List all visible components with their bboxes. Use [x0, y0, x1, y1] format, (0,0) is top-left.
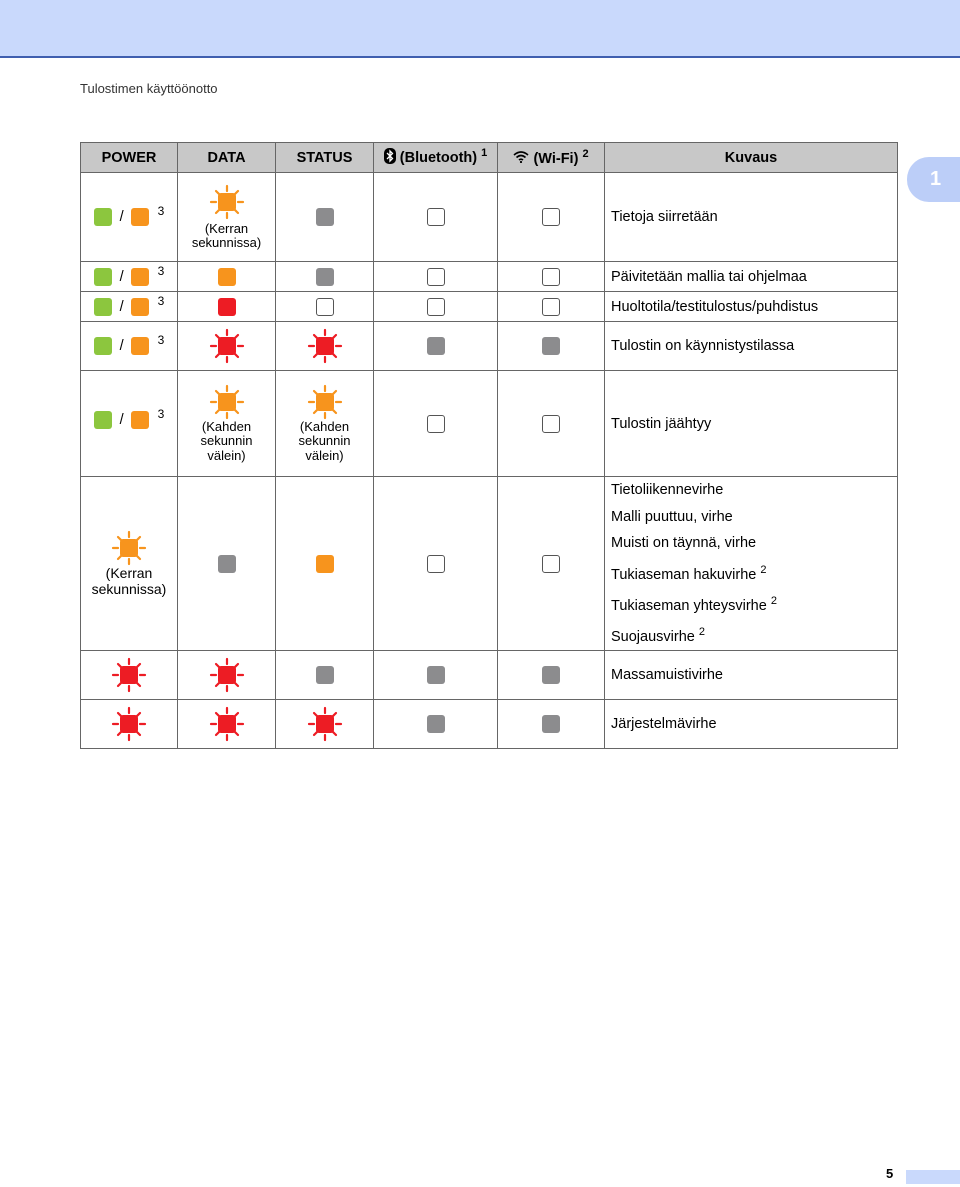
desc-cell: Huoltotila/testitulostus/puhdistus — [605, 292, 898, 322]
top-header-bar — [0, 0, 960, 58]
power-cell — [81, 292, 178, 322]
power-cell — [81, 262, 178, 292]
gray-led-icon — [316, 268, 334, 286]
off-led-icon — [542, 555, 560, 573]
desc-cell: Tulostin jäähtyy — [605, 371, 898, 477]
data-cell — [178, 322, 276, 371]
table-row — [81, 262, 898, 292]
desc-line: Muisti on täynnä, virhe — [611, 535, 757, 551]
footnote: 2 — [698, 626, 705, 639]
status-cell — [276, 371, 374, 477]
power-separator: / — [119, 268, 124, 285]
wifi-cell — [498, 371, 605, 477]
table-header-row — [81, 143, 898, 173]
power-cell — [81, 371, 178, 477]
data-cell — [178, 262, 276, 292]
off-led-icon — [542, 268, 560, 286]
red-blinking-led-icon — [209, 706, 245, 742]
power-separator: / — [119, 298, 124, 315]
wifi-cell — [498, 700, 605, 749]
status-cell — [276, 651, 374, 700]
red-blinking-led-icon — [111, 657, 147, 693]
power-footnote: 3 — [157, 407, 165, 421]
data-cell — [178, 651, 276, 700]
power-cell — [81, 477, 178, 651]
table-row — [81, 322, 898, 371]
power-footnote: 3 — [157, 333, 165, 347]
gray-led-icon — [316, 208, 334, 226]
page-number: 5 — [886, 1166, 894, 1181]
gray-led-icon — [218, 555, 236, 573]
desc-line: Tukiaseman yhteysvirhe $^2$ — [611, 594, 777, 614]
status-cell — [276, 292, 374, 322]
desc-line: Tietoliikennevirhe — [611, 482, 724, 498]
off-led-icon — [427, 555, 445, 573]
desc-cell: Päivitetään mallia tai ohjelmaa — [605, 262, 898, 292]
power-cell — [81, 173, 178, 262]
power-footnote: 3 — [157, 293, 165, 308]
wifi-cell — [498, 292, 605, 322]
gray-led-icon — [427, 666, 445, 684]
status-cell — [276, 262, 374, 292]
wifi-cell — [498, 651, 605, 700]
power-separator: / — [119, 338, 124, 354]
red-blinking-led-icon — [209, 328, 245, 364]
power-cell — [81, 651, 178, 700]
header-status: STATUS — [276, 143, 374, 173]
blink-note: (Kahden sekunnin välein) — [298, 419, 351, 463]
green-led-icon — [94, 208, 112, 226]
header-power: POWER — [81, 143, 178, 173]
header-wifi-label: (Wi-Fi) — [533, 150, 579, 167]
power-footnote: 3 — [157, 204, 165, 218]
red-blinking-led-icon — [307, 706, 343, 742]
desc-cell — [605, 477, 898, 651]
wifi-cell — [498, 173, 605, 262]
status-cell — [276, 173, 374, 262]
red-blinking-led-icon — [209, 657, 245, 693]
bluetooth-cell — [374, 322, 498, 371]
off-led-icon — [427, 415, 445, 433]
bluetooth-cell — [374, 651, 498, 700]
data-cell — [178, 292, 276, 322]
orange-led-icon — [131, 208, 149, 226]
table-row — [81, 477, 898, 651]
orange-blinking-led-icon — [209, 184, 245, 220]
data-cell — [178, 477, 276, 651]
power-separator: / — [119, 209, 124, 225]
header-bluetooth-note: 1 — [481, 147, 488, 159]
footnote: 2 — [770, 594, 777, 607]
gray-led-icon — [542, 715, 560, 733]
bluetooth-cell — [374, 477, 498, 651]
bluetooth-cell — [374, 173, 498, 262]
table-row — [81, 700, 898, 749]
status-cell — [276, 477, 374, 651]
header-bluetooth — [374, 143, 498, 173]
desc-line: Malli puuttuu, virhe — [611, 508, 733, 525]
desc-cell: Järjestelmävirhe — [605, 700, 898, 749]
chapter-tab: 1 — [907, 157, 960, 202]
data-cell — [178, 371, 276, 477]
orange-led-icon — [131, 298, 149, 316]
orange-led-icon — [218, 268, 236, 286]
table-row — [81, 292, 898, 322]
orange-blinking-led-icon — [111, 530, 147, 566]
wifi-cell — [498, 477, 605, 651]
led-status-table — [80, 142, 898, 749]
gray-led-icon — [427, 715, 445, 733]
blink-note: (Kahden sekunnin välein) — [200, 419, 253, 463]
header-data: DATA — [178, 143, 276, 173]
blink-note: (Kerran sekunnissa) — [91, 565, 167, 597]
gray-led-icon — [427, 337, 445, 355]
bluetooth-icon — [384, 148, 396, 168]
desc-cell: Massamuistivirhe — [605, 651, 898, 700]
bluetooth-cell — [374, 700, 498, 749]
table-row — [81, 651, 898, 700]
wifi-cell — [498, 322, 605, 371]
gray-led-icon — [316, 666, 334, 684]
orange-blinking-led-icon — [307, 384, 343, 420]
header-bluetooth-label: (Bluetooth) — [399, 149, 478, 166]
green-led-icon — [94, 298, 112, 316]
green-led-icon — [94, 411, 112, 429]
bluetooth-cell — [374, 292, 498, 322]
wifi-icon — [513, 151, 529, 167]
orange-led-icon — [131, 411, 149, 429]
red-blinking-led-icon — [307, 328, 343, 364]
orange-blinking-led-icon — [209, 384, 245, 420]
bluetooth-cell — [374, 262, 498, 292]
off-led-icon — [542, 298, 560, 316]
blink-note: (Kerran sekunnissa) — [191, 220, 262, 250]
orange-led-icon — [131, 268, 149, 286]
table-row — [81, 371, 898, 477]
header-wifi-note: 2 — [582, 148, 589, 160]
off-led-icon — [427, 208, 445, 226]
desc-line: Suojausvirhe $^2$ — [611, 626, 705, 645]
red-blinking-led-icon — [111, 706, 147, 742]
table-row — [81, 173, 898, 262]
off-led-icon — [542, 415, 560, 433]
red-led-icon — [218, 298, 236, 316]
off-led-icon — [316, 298, 334, 316]
footer-bar — [906, 1170, 960, 1184]
power-cell — [81, 322, 178, 371]
power-footnote: 3 — [157, 263, 165, 278]
wifi-cell — [498, 262, 605, 292]
gray-led-icon — [542, 337, 560, 355]
data-cell — [178, 173, 276, 262]
bluetooth-cell — [374, 371, 498, 477]
desc-cell: Tietoja siirretään — [605, 173, 898, 262]
gray-led-icon — [542, 666, 560, 684]
off-led-icon — [427, 268, 445, 286]
off-led-icon — [427, 298, 445, 316]
desc-cell: Tulostin on käynnistystilassa — [605, 322, 898, 371]
header-wifi — [498, 143, 605, 173]
green-led-icon — [94, 268, 112, 286]
status-cell — [276, 700, 374, 749]
status-cell — [276, 322, 374, 371]
green-led-icon — [94, 337, 112, 355]
page-header: Tulostimen käyttöönotto — [80, 81, 218, 96]
power-separator: / — [119, 412, 124, 428]
header-desc: Kuvaus — [605, 143, 898, 173]
footnote: 2 — [760, 563, 767, 576]
data-cell — [178, 700, 276, 749]
orange-led-icon — [131, 337, 149, 355]
orange-led-icon — [316, 555, 334, 573]
power-cell — [81, 700, 178, 749]
off-led-icon — [542, 208, 560, 226]
desc-line: Tukiaseman hakuvirhe $^2$ — [611, 563, 767, 583]
